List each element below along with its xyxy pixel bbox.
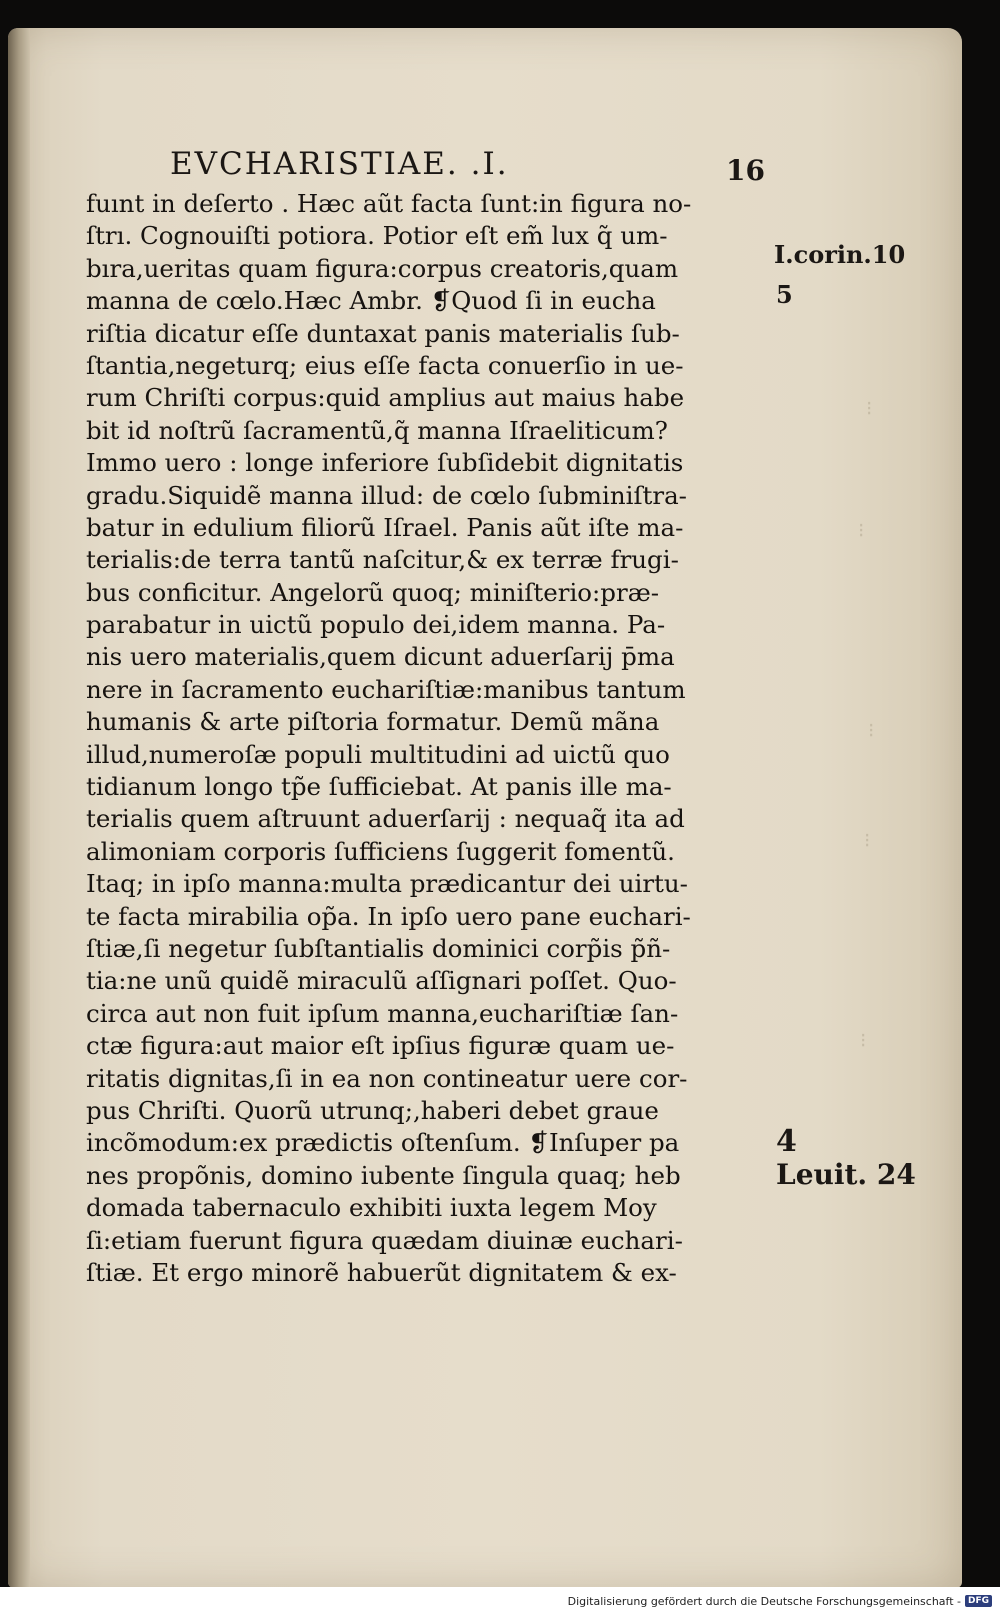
text-line: humanis & arte piſtoria formatur. Demũ mãna	[86, 707, 660, 737]
body-text	[86, 188, 776, 1289]
text-line: bus conficitur. Angelorũ quoq; miniſterio:præ-	[86, 577, 659, 607]
text-line: bıra,ueritas quam figura:corpus creatoris,quam	[86, 253, 679, 283]
text-line: illud,numeroſæ populi multitudini ad uictũ quo	[86, 739, 670, 769]
text-line: terialis:de terra tantũ naſcitur,& ex terræ frugi-	[86, 545, 679, 575]
page-gutter	[8, 28, 30, 1588]
text-line: incõmodum:ex prædictis oſtenſum. ❡Inſuper pa	[86, 1128, 680, 1158]
margin-note-4: 4	[776, 1124, 797, 1159]
text-line: Itaq; in ipſo manna:multa prædicantur dei uirtu-	[86, 869, 688, 899]
text-line: pus Chriſti. Quorũ utrunq;,haberi debet graue	[86, 1095, 659, 1125]
text-line: ſtrı. Cognouiſti potiora. Potior eſt em̃ lux q̃ um-	[86, 221, 668, 251]
text-line: tidianum longo tp̃e ſufficiebat. At panis ille ma-	[86, 772, 672, 802]
bleed-through-mark: ⁝	[858, 518, 865, 542]
book-page	[8, 28, 962, 1588]
bleed-through-mark: ⁝	[860, 1028, 867, 1052]
page-number: 16	[726, 154, 765, 187]
margin-note-5: 5	[776, 280, 793, 309]
text-line: nere in ſacramento euchariſtiæ:manibus tantum	[86, 674, 686, 704]
text-line: ſtiæ,ſi negetur ſubſtantialis dominici corp̃is p̃ñ-	[86, 933, 671, 963]
margin-note-corinthians: I.corin.10	[774, 240, 906, 269]
text-line: terialis quem aſtruunt aduerſarij : nequaq̃ ita ad	[86, 804, 685, 834]
text-line: ſtiæ. Et ergo minorẽ habuerũt dignitatem & ex-	[86, 1257, 677, 1287]
text-line: domada tabernaculo exhibiti iuxta legem Moy	[86, 1193, 657, 1223]
text-line: te facta mirabilia op̃a. In ipſo uero pane euchari-	[86, 901, 691, 931]
text-line: tia:ne unũ quidẽ miraculũ aſſignari poſſet. Quo-	[86, 966, 677, 996]
text-line: gradu.Siquidẽ manna illud: de cœlo ſubminiſtra-	[86, 480, 687, 510]
dfg-logo: DFG	[965, 1595, 992, 1607]
bleed-through-mark: ⁝	[864, 828, 871, 852]
text-line: Immo uero : longe inferiore ſubſidebit dignitatis	[86, 448, 684, 478]
text-line: nes propõnis, domino iubente ſingula quaq; heb	[86, 1160, 681, 1190]
text-line: rum Chriſti corpus:quid amplius aut maius habe	[86, 383, 685, 413]
text-line: alimoniam corporis ſufficiens ſuggerit fomentũ.	[86, 836, 675, 866]
text-line: ritatis dignitas,ſi in ea non contineatur uere cor-	[86, 1063, 688, 1093]
text-line: ctæ figura:aut maior eſt ipſius figuræ quam ue-	[86, 1031, 675, 1061]
running-head: EVCHARISTIAE. .I.	[170, 146, 509, 182]
text-line: fuınt in deſerto . Hæc aũt facta ſunt:in figura no-	[86, 189, 692, 218]
bleed-through-mark: ⁝	[868, 718, 875, 742]
margin-note-leviticus: Leuit. 24	[776, 1158, 916, 1191]
text-line: nis uero materialis,quem dicunt aduerſarij p̄ma	[86, 642, 675, 672]
text-line: ſtantia,negeturq; eius eſſe facta conuerſio in ue-	[86, 350, 684, 380]
text-line: manna de cœlo.Hæc Ambr. ❡Quod ſi in eucha	[86, 286, 656, 316]
text-line: batur in edulium filiorũ Iſrael. Panis aũt iſte ma-	[86, 512, 684, 542]
text-line: circa aut non fuit ipſum manna,euchariſtiæ ſan-	[86, 998, 679, 1028]
footer-bar	[0, 1587, 1000, 1615]
footer-credit: Digitalisierung gefördert durch die Deutsche Forschungsgemeinschaft -	[567, 1594, 961, 1608]
text-line: bit id noſtrũ ſacramentũ,q̃ manna Iſraeliticum?	[86, 415, 668, 445]
bleed-through-mark: ⁝	[866, 396, 873, 420]
text-line: ſi:etiam fuerunt figura quædam diuinæ euchari-	[86, 1225, 683, 1255]
text-line: parabatur in uictũ populo dei,idem manna. Pa-	[86, 610, 666, 640]
text-line: riſtia dicatur eſſe duntaxat panis materialis ſub-	[86, 318, 680, 348]
